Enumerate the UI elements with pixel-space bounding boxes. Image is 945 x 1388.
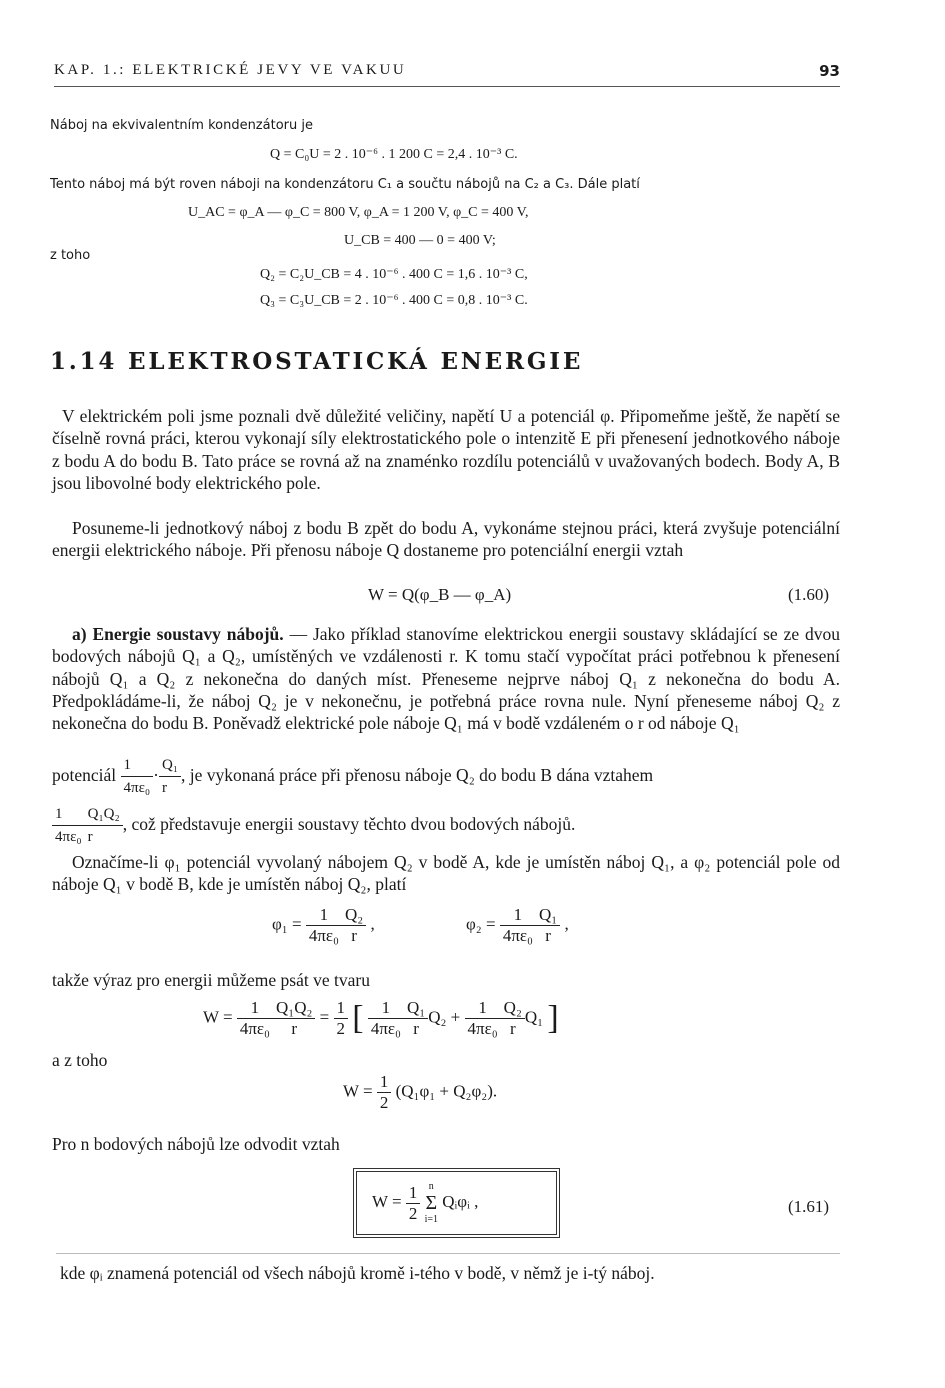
paragraph-2: Posuneme-li jednotkový náboj z bodu B zpět do bodu A, vykonáme stejnou práci, která zvyšuje potenciální energii elektrického náboje. Při přenosu náboje Q dostaneme pro potenciální energii vztah [52,518,840,561]
fraction-1-over-4pi-eps [121,754,154,800]
equation-1-61 [372,1180,478,1226]
frac-numerator: 1 [379,1072,389,1091]
equals-sign: = [319,1007,330,1027]
q2-term: Q₂ [428,1007,447,1027]
frac-denominator: 2 [334,1018,349,1039]
q1-term: Q₁ [524,1007,544,1027]
paragraph-1: V elektrickém poli jsme poznali dvě důležité veličiny, napětí U a potenciál φ. Připomeňme ještě, že napětí se číselně rovná práci, kterou vykonají síly elektrostatického pole o intenzitě E při přenesení jednotkového náboje z bodu A do bodu B. Tato práce se rovná až na znaménko rozdílu potenciálů v uvažovaných bodech. Body A, B jsou libovolné body elektrického pole. [52,406,840,493]
energy-line-suffix: , což představuje energii soustavy těchto dvou bodových nábojů. [122,813,576,834]
frac-denominator: 2 [406,1203,421,1224]
fraction-one-half [406,1183,421,1224]
equation-phi2: φ₂ = $\frac{1}{\text{4πε₀}}$ $\frac{\text{Q₁}}{r}$ , [466,905,569,945]
equation-1-60: W = Q(φ_B — φ_A) [368,585,512,604]
frac-denominator: 4πε₀ [52,825,85,848]
equation-energy-simplified [343,1072,497,1113]
fraction-q2-over-r [342,905,366,946]
energy-sum-term: (Q₁φ₁ + Q₂φ₂). [395,1081,498,1101]
running-header [54,62,840,87]
intro-equation-3: U_CB = 400 — 0 = 400 V; [344,233,496,248]
frac-numerator: Q₁ [161,757,179,773]
frac-denominator: r [159,776,181,799]
frac-numerator: Q₁ [538,905,558,924]
sum-lower-limit: i=1 [424,1214,438,1225]
potential-line: potenciál $\frac{1}{\text{4πε₀}}$ · $\frac{\text{Q₁}}{r}$ , je vykonaná práce při přenosu náboje Q₂ do bodu B dána vztahem [52,754,852,800]
frac-numerator: Q₁ [406,998,426,1017]
fraction-q2-over-r [501,998,525,1039]
frac-numerator: 1 [408,1182,418,1202]
paragraph-7: Pro n bodových nábojů lze odvodit vztah [52,1134,340,1154]
fraction-1-over-4pi-eps [52,803,85,849]
divider [56,1253,840,1254]
fraction-q1-over-r [536,905,560,946]
energy-two-charges-line [52,803,852,849]
frac-denominator: 4πε₀ [500,925,536,946]
subsection-label: a) Energie soustavy nábojů. [72,624,284,644]
frac-numerator: Q₁Q₂ [87,806,120,822]
equation-phi1: φ₁ = $\frac{1}{\text{4πε₀}}$ $\frac{\text{Q₂}}{r}$ , [272,905,375,945]
frac-denominator: r [342,925,366,946]
frac-numerator: 1 [478,998,487,1017]
frac-denominator: r [404,1018,428,1039]
phi1-label: φ₁ = [272,914,302,934]
paragraph-3 [52,623,840,734]
intro-equation-1: Q = C₀U = 2 . 10⁻⁶ . 1 200 C = 2,4 . 10⁻³ C. [270,147,518,162]
w-label: W = [203,1007,233,1027]
page-number: 93 [819,62,840,80]
frac-numerator: 1 [123,757,132,773]
sum-term: Qᵢφᵢ , [442,1191,479,1211]
frac-denominator: 4πε₀ [368,1018,404,1039]
intro-equation-4: Q₂ = C₂U_CB = 4 . 10⁻⁶ . 400 C = 1,6 . 10⁻³ C, [260,267,528,282]
potential-line-prefix: potenciál [52,764,117,785]
intro-z-toho: z toho [50,248,91,263]
sum-upper-limit: n [428,1181,434,1192]
frac-denominator: 4πε₀ [121,776,154,799]
intro-line-2: Tento náboj má být roven náboji na kondenzátoru C₁ a součtu nábojů na C₂ a C₃. Dále platí [50,177,640,192]
fraction-one-half [377,1072,392,1113]
intro-equation-2: U_AC = φ_A — φ_C = 800 V, φ_A = 1 200 V, φ_C = 400 V, [188,205,529,220]
frac-numerator: Q₂ [503,998,522,1017]
potential-line-suffix: , je vykonaná práce při přenosu náboje Q₂ do bodu B dána vztahem [181,764,654,785]
equation-energy-expansion: W = $\frac{1}{\text{4πε₀}}$ $\frac{\text{Q₁Q₂}}{r}$ = $\frac{1}{2}$ [ $\frac{1}{\text{4πε₀}}$ $\frac{\text{Q₁}}{r}$ Q₂ + $\frac{1}{\text{4πε₀}}$ $\frac{\text{Q₂}}{r}$ Q₁ ] [203,998,559,1038]
equation-number-1-60: (1.60) [788,585,830,604]
phi2-label: φ₂ = [466,914,496,934]
fraction-1-over-4pi-eps [306,905,342,946]
paragraph-6: a z toho [52,1050,108,1070]
frac-denominator: 4πε₀ [306,925,342,946]
fraction-1-over-4pi-eps [465,998,501,1039]
section-heading: 1.14 ELEKTROSTATICKÁ ENERGIE [50,348,584,375]
frac-numerator: 1 [381,998,391,1017]
frac-numerator: 1 [513,905,523,924]
frac-denominator: 4πε₀ [237,1018,273,1039]
frac-denominator: r [501,1018,525,1039]
fraction-one-half [334,998,349,1039]
chapter-title: KAP. 1.: ELEKTRICKÉ JEVY VE VAKUU [54,62,407,78]
sum-symbol: Σ [425,1192,438,1214]
frac-numerator: 1 [336,998,345,1017]
w-label: W = [372,1191,402,1211]
frac-numerator: 1 [250,998,260,1017]
summation [425,1180,438,1226]
frac-numerator: 1 [319,905,329,924]
fraction-1-over-4pi-eps [368,998,404,1039]
paragraph-8: kde φᵢ znamená potenciál od všech nábojů kromě i-tého v bodě, v němž je i-tý náboj. [60,1263,655,1283]
frac-denominator: 2 [377,1092,392,1113]
frac-denominator: r [85,825,123,848]
frac-denominator: 4πε₀ [465,1018,501,1039]
fraction-1-over-4pi-eps [237,998,273,1039]
frac-numerator: 1 [55,806,63,822]
frac-numerator: Q₁Q₂ [275,998,313,1017]
paragraph-3-text: — Jako příklad stanovíme elektrickou energii soustavy skládající se ze dvou bodových nábojů Q₁ a Q₂, umístěných ve vzdálenosti r. K tomu stačí vypočítat práci potřebnou k přenesení nábojů Q₁ a Q₂ z nekonečna do daných míst. Přeneseme nejprve náboj Q₁ z nekonečna do bodu A. Předpokládáme-li, že náboj Q₂ je v nekonečnu, je potřebná práce rovna nule. Nyní přeneseme náboj Q₂ z nekonečna do bodu B. Poněvadž elektrické pole náboje Q₁ má v bodě vzdáleném o r od náboje Q₁ [52,624,840,734]
intro-line-1: Náboj na ekvivalentním kondenzátoru je [50,118,313,133]
paragraph-5: takže výraz pro energii můžeme psát ve tvaru [52,970,370,990]
fraction-q1q2-over-r [85,803,123,849]
frac-denominator: r [536,925,560,946]
paragraph-4: Označíme-li φ₁ potenciál vyvolaný nábojem Q₂ v bodě A, kde je umístěn náboj Q₁, a φ₂ potenciál pole od náboje Q₁ v bodě B, kde je umístěn náboj Q₂, platí [52,852,840,895]
equation-number-1-61: (1.61) [788,1197,830,1216]
w-label: W = [343,1081,373,1101]
fraction-q1-over-r [159,754,181,800]
fraction-q1q2-over-r [273,998,315,1039]
fraction-q1-over-r [404,998,428,1039]
frac-numerator: Q₂ [344,905,364,924]
fraction-1-over-4pi-eps [500,905,536,946]
intro-equation-5: Q₃ = C₃U_CB = 2 . 10⁻⁶ . 400 C = 0,8 . 10⁻³ C. [260,293,528,308]
frac-denominator: r [273,1018,315,1039]
